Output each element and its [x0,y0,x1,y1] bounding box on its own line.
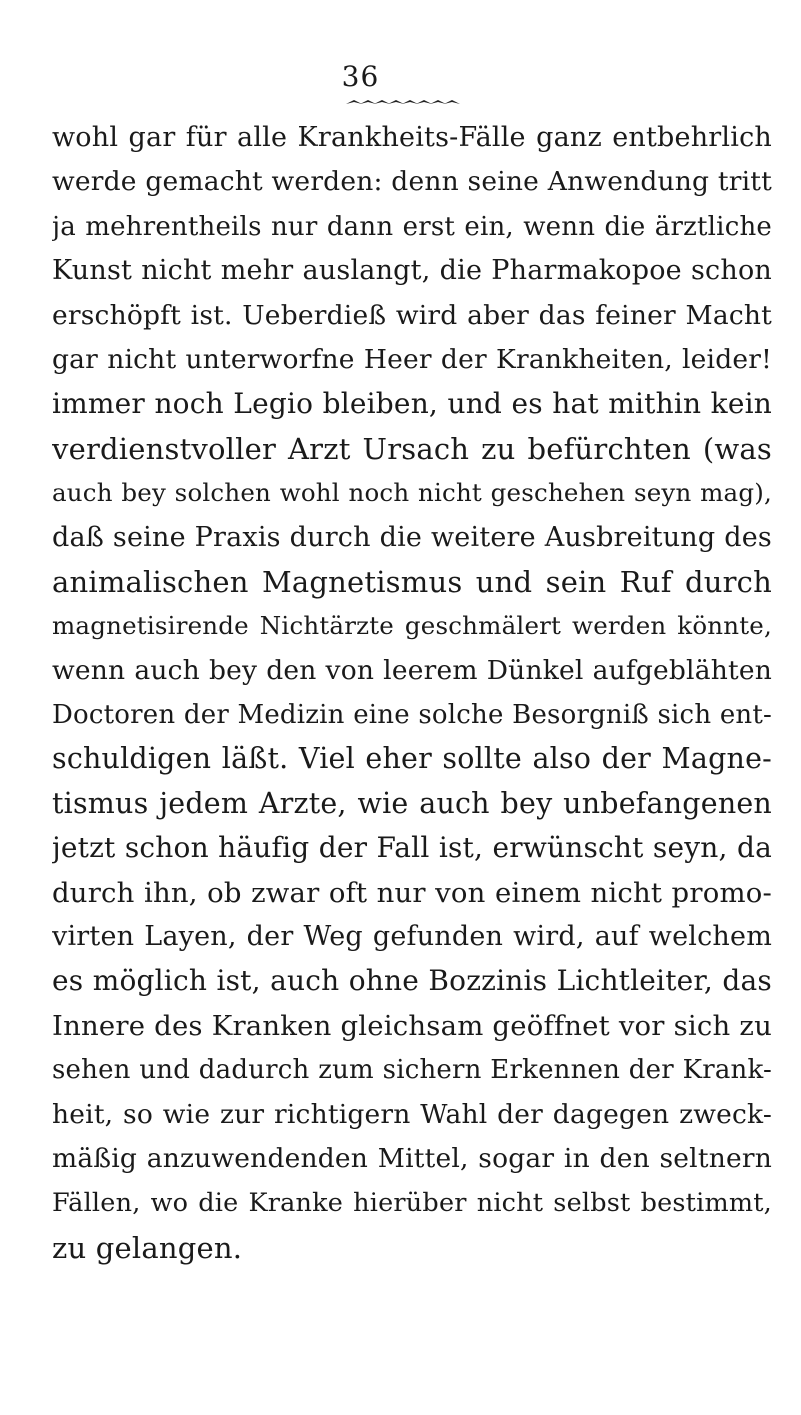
text-line: erschöpft ist. Ueberdieß wird aber das feiner Macht [52,299,772,331]
text-line: ja mehrentheils nur dann erst ein, wenn die ärztliche [52,211,772,242]
text-line: durch ihn, ob zwar oft nur von einem nicht promo- [52,876,772,909]
text-line: wenn auch bey den von leerem Dünkel aufgeblähten [52,654,772,686]
page-number: 36 [341,60,380,93]
text-line: schuldigen läßt. Viel eher sollte also der Magne- [52,742,772,776]
text-line: Innere des Kranken gleichsam geöffnet vor sich zu [52,1009,772,1042]
text-line: Doctoren der Medizin eine solche Besorgniß sich ent- [52,700,772,731]
text-line: tismus jedem Arzte, wie auch bey unbefangenen [52,786,772,820]
text-line: sehen und dadurch zum sichern Erkennen der Krank- [52,1055,772,1086]
text-line: auch bey solchen wohl noch nicht geschehen seyn mag), [52,478,772,508]
text-line: mäßig anzuwendenden Mittel, sogar in den seltnern [52,1142,772,1174]
text-line: Fällen, wo die Kranke hierüber nicht selbst bestimmt, [52,1188,772,1219]
text-line: zu gelangen. [52,1230,243,1265]
text-line: Kunst nicht mehr auslangt, die Pharmakopoe schon [52,255,772,287]
text-line: jetzt schon häufig der Fall ist, erwünscht seyn, da [52,831,772,865]
text-line: immer noch Legio bleiben, und es hat mithin kein [52,387,772,421]
ornament-rule [344,94,462,108]
text-line: daß seine Praxis durch die weitere Ausbreitung des [52,521,772,553]
body-text [52,116,772,1270]
text-line: gar nicht unterworfne Heer der Krankheiten, leider! [52,343,772,375]
text-line: es möglich ist, auch ohne Bozzinis Lichtleiter, das [52,964,772,998]
page-header [0,60,801,93]
text-line: virten Layen, der Weg gefunden wird, auf welchem [52,921,772,953]
text-line: werde gemacht werden: denn seine Anwendung tritt [52,166,772,198]
text-line: animalischen Magnetismus und sein Ruf durch [52,564,772,599]
text-line: verdienstvoller Arzt Ursach zu befürchten (was [52,431,772,466]
text-line: magnetisirende Nichtärzte geschmälert werden könnte, [52,611,772,641]
text-line: heit, so wie zur richtigern Wahl der dagegen zweck- [52,1098,772,1130]
text-line: wohl gar für alle Krankheits-Fälle ganz entbehrlich [52,122,772,153]
